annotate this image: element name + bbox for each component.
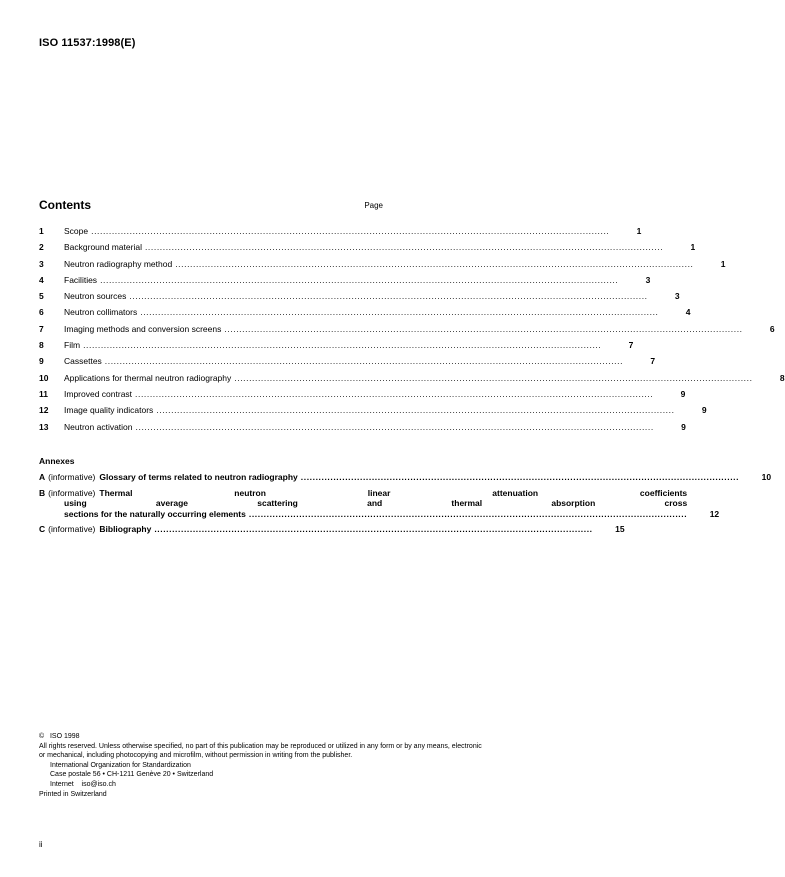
toc-entry-number: 1 bbox=[39, 226, 44, 236]
toc-entry-number: 12 bbox=[39, 405, 49, 416]
toc-entry-4[interactable] bbox=[39, 274, 651, 291]
annex-type: (informative) bbox=[48, 472, 96, 482]
organization-address: Case postale 56 • CH-1211 Genève 20 • Switzerland bbox=[50, 771, 214, 779]
toc-dot-leader bbox=[224, 324, 742, 334]
toc-entry-title: Image quality indicators bbox=[64, 405, 154, 416]
toc-entry-13[interactable] bbox=[39, 421, 686, 438]
table-of-contents bbox=[39, 226, 785, 438]
toc-entry-number: 8 bbox=[39, 340, 44, 351]
page-number: ii bbox=[39, 840, 43, 849]
toc-entry-page: 4 bbox=[685, 307, 691, 318]
annex-entry-b[interactable] bbox=[39, 487, 720, 520]
toc-dot-leader bbox=[156, 405, 674, 415]
toc-entry-page: 1 bbox=[690, 242, 696, 253]
annex-type: (informative) bbox=[48, 487, 96, 498]
annex-title-line-3: sections for the naturally occurring elements bbox=[64, 508, 246, 519]
toc-entry-6[interactable] bbox=[39, 307, 691, 323]
toc-dot-leader bbox=[136, 422, 654, 432]
toc-dot-leader bbox=[100, 275, 618, 285]
organization-internet: Internet iso@iso.ch bbox=[50, 780, 116, 788]
toc-dot-leader bbox=[140, 307, 658, 317]
annex-page: 12 bbox=[709, 508, 720, 519]
toc-entry-number: 2 bbox=[39, 242, 44, 253]
organization-name: International Organization for Standardization bbox=[50, 761, 191, 769]
toc-entry-title: Neutron radiography method bbox=[64, 258, 173, 269]
toc-entry-page: 7 bbox=[650, 356, 656, 367]
toc-entry-title: Neutron collimators bbox=[64, 307, 138, 318]
annex-list bbox=[39, 472, 772, 540]
toc-entry-page: 7 bbox=[628, 340, 634, 351]
toc-entry-number: 5 bbox=[39, 291, 44, 302]
toc-entry-number: 4 bbox=[39, 274, 44, 285]
toc-dot-leader bbox=[175, 259, 693, 269]
toc-entry-page: 8 bbox=[779, 372, 785, 383]
rights-line-1: All rights reserved. Unless otherwise specified, no part of this publication may be reproduced or utilized in any form or by any means, electronic bbox=[39, 742, 482, 750]
toc-entry-title: Applications for thermal neutron radiography bbox=[64, 372, 232, 383]
toc-entry-page: 3 bbox=[645, 274, 651, 285]
toc-entry-page: 3 bbox=[674, 291, 680, 302]
annexes-heading: Annexes bbox=[39, 456, 75, 466]
toc-entry-title: Film bbox=[64, 340, 81, 351]
annex-type: (informative) bbox=[48, 524, 96, 534]
annex-entry-a[interactable] bbox=[39, 472, 772, 483]
annex-page: 10 bbox=[761, 472, 772, 482]
toc-entry-page: 9 bbox=[680, 388, 686, 399]
toc-entry-title: Background material bbox=[64, 242, 142, 253]
page-column-label: Page bbox=[364, 201, 383, 210]
toc-dot-leader bbox=[145, 242, 663, 252]
toc-entry-page: 9 bbox=[681, 421, 686, 432]
rights-line-2: or mechanical, including photocopying and microfilm, without permission in writing from the publisher. bbox=[39, 752, 353, 760]
contents-heading: Contents bbox=[39, 198, 91, 212]
annex-title-line-2: using average scattering and thermal absorption cross bbox=[64, 498, 688, 508]
toc-entry-8[interactable] bbox=[39, 340, 634, 356]
toc-entry-9[interactable] bbox=[39, 356, 656, 372]
annex-letter: B bbox=[39, 487, 46, 498]
toc-entry-title: Imaging methods and conversion screens bbox=[64, 323, 222, 334]
toc-entry-1[interactable] bbox=[39, 226, 642, 242]
annex-dot-leader bbox=[249, 509, 687, 520]
toc-dot-leader bbox=[91, 226, 609, 236]
annex-entry-c[interactable] bbox=[39, 524, 625, 535]
toc-entry-page: 6 bbox=[769, 323, 775, 334]
toc-entry-page: 1 bbox=[720, 258, 726, 269]
toc-entry-5[interactable] bbox=[39, 291, 680, 307]
toc-entry-7[interactable] bbox=[39, 323, 775, 340]
toc-entry-number: 11 bbox=[39, 388, 48, 399]
toc-dot-leader bbox=[129, 291, 647, 301]
annex-title: Bibliography bbox=[99, 524, 152, 534]
annex-title: Glossary of terms related to neutron radiography bbox=[99, 472, 298, 482]
annex-letter: A bbox=[39, 472, 46, 482]
toc-dot-leader bbox=[83, 340, 601, 350]
toc-entry-number: 6 bbox=[39, 307, 44, 318]
toc-entry-title: Improved contrast bbox=[64, 388, 133, 399]
document-id-header: ISO 11537:1998(E) bbox=[39, 37, 136, 49]
toc-dot-leader bbox=[234, 373, 752, 383]
toc-entry-title: Facilities bbox=[64, 274, 98, 285]
toc-dot-leader bbox=[105, 356, 623, 366]
toc-entry-10[interactable] bbox=[39, 372, 785, 389]
toc-entry-number: 9 bbox=[39, 356, 44, 367]
toc-entry-title: Neutron activation bbox=[64, 421, 133, 432]
printed-in: Printed in Switzerland bbox=[39, 790, 107, 798]
toc-entry-page: 9 bbox=[701, 405, 707, 416]
annex-dot-leader bbox=[301, 472, 739, 483]
toc-entry-number: 10 bbox=[39, 372, 49, 383]
toc-entry-title: Neutron sources bbox=[64, 291, 127, 302]
annex-page: 15 bbox=[615, 524, 625, 534]
toc-dot-leader bbox=[135, 389, 653, 399]
toc-entry-number: 3 bbox=[39, 258, 44, 269]
annex-dot-leader bbox=[154, 524, 592, 535]
toc-entry-2[interactable] bbox=[39, 242, 696, 258]
toc-entry-3[interactable] bbox=[39, 258, 726, 275]
toc-entry-number: 7 bbox=[39, 323, 44, 334]
toc-entry-title: Scope bbox=[64, 226, 89, 236]
toc-entry-number: 13 bbox=[39, 421, 49, 432]
toc-entry-11[interactable] bbox=[39, 388, 686, 405]
copyright-footer bbox=[39, 732, 584, 799]
toc-entry-page: 1 bbox=[636, 226, 642, 236]
toc-entry-12[interactable] bbox=[39, 405, 707, 421]
copyright-line: © ISO 1998 bbox=[39, 733, 80, 740]
annex-title-line-1: Thermal neutron linear attenuation coefficients bbox=[99, 487, 688, 498]
annex-letter: C bbox=[39, 524, 46, 534]
toc-entry-title: Cassettes bbox=[64, 356, 102, 367]
